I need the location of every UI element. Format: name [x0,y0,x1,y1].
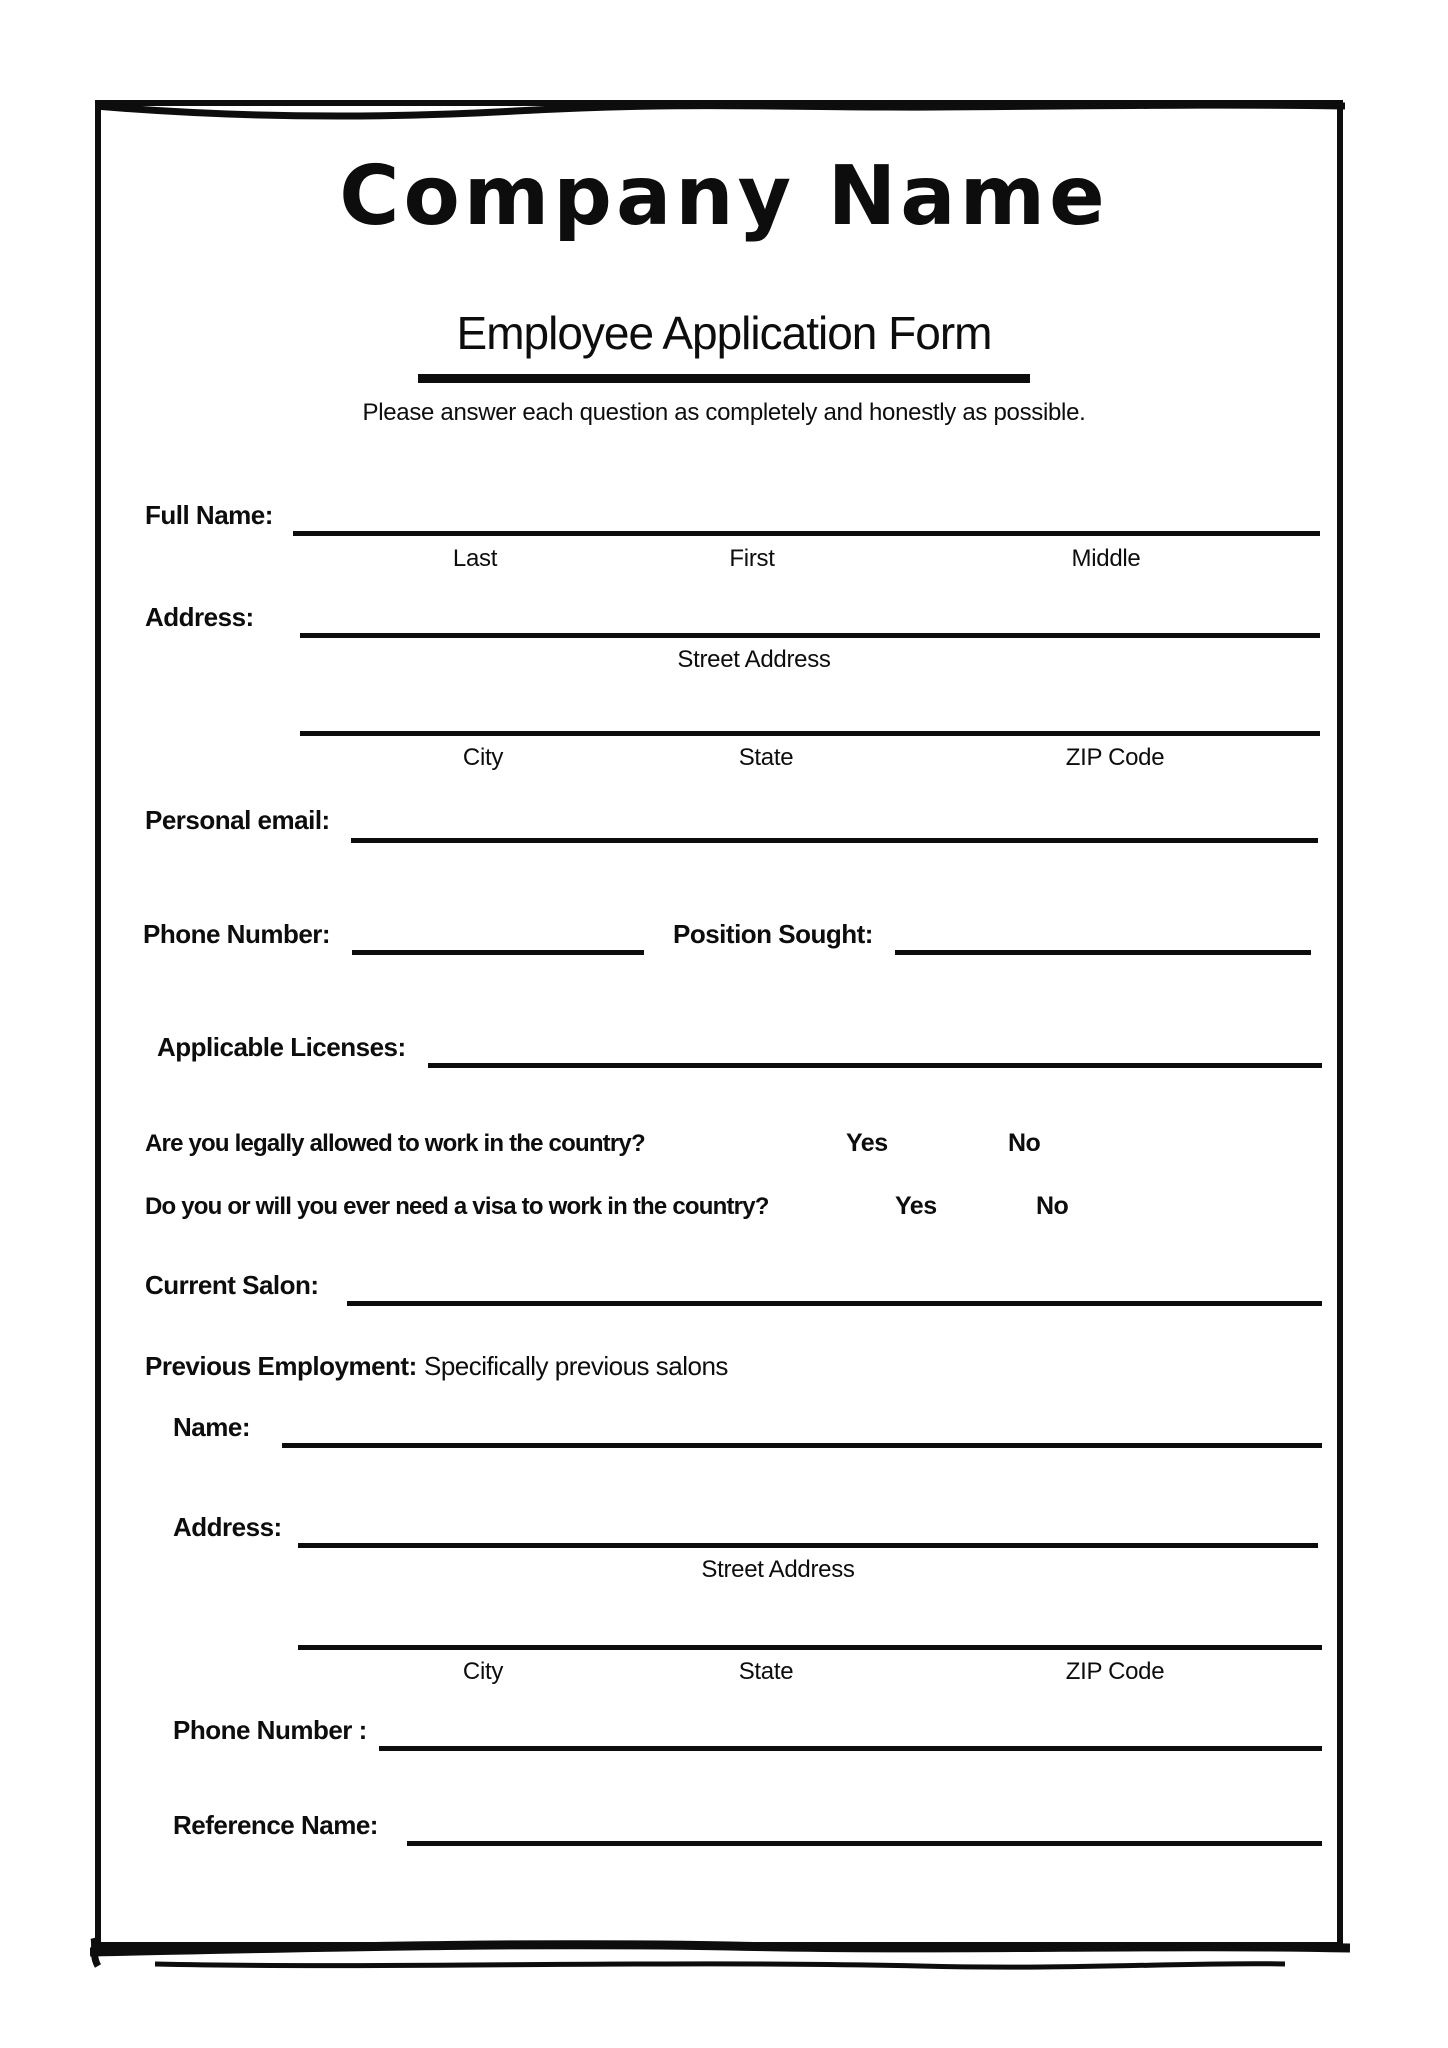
prev-employment-phone-input-line[interactable] [379,1746,1322,1751]
address-street-sublabel: Street Address [677,646,831,673]
prev-employment-phone-label: Phone Number : [173,1715,367,1745]
prev-employment-address-label: Address: [173,1512,282,1542]
previous-employment-label: Previous Employment: [145,1351,417,1381]
phone-number-label: Phone Number: [143,919,331,949]
previous-employment-note: Specifically previous salons [424,1351,728,1381]
current-salon-label: Current Salon: [145,1270,319,1300]
full-name-input-line[interactable] [293,531,1320,536]
prev-employment-name-input-line[interactable] [282,1443,1322,1448]
prev-employment-street-sublabel: Street Address [701,1556,855,1583]
reference-name-label: Reference Name: [173,1810,378,1840]
full-name-first-sublabel: First [729,545,775,572]
position-sought-label: Position Sought: [673,919,873,949]
question-legally-allowed-yes-option[interactable]: Yes [846,1129,888,1157]
full-name-last-sublabel: Last [452,545,498,572]
applicable-licenses-input-line[interactable] [428,1063,1322,1068]
form-title: Employee Application Form [456,307,992,359]
hand-drawn-stroke-bottom [90,1936,1350,1980]
address-zip-sublabel: ZIP Code [1065,744,1165,771]
address-city-sublabel: City [462,744,504,771]
form-instructions: Please answer each question as completely and honestly as possible. [362,399,1086,426]
full-name-label: Full Name: [145,500,273,530]
prev-employment-street-input-line[interactable] [298,1543,1318,1548]
prev-employment-name-label: Name: [173,1412,250,1442]
position-sought-input-line[interactable] [895,950,1311,955]
title-underline [418,374,1030,383]
question-need-visa: Do you or will you ever need a visa to work in the country? [145,1193,769,1220]
prev-employment-zip-sublabel: ZIP Code [1065,1658,1165,1685]
personal-email-input-line[interactable] [351,838,1318,843]
question-legally-allowed: Are you legally allowed to work in the country? [145,1130,645,1157]
question-need-visa-no-option[interactable]: No [1036,1192,1069,1220]
full-name-middle-sublabel: Middle [1071,545,1141,572]
prev-employment-city-sublabel: City [462,1658,504,1685]
personal-email-label: Personal email: [145,805,330,835]
current-salon-input-line[interactable] [347,1301,1322,1306]
question-need-visa-yes-option[interactable]: Yes [895,1192,937,1220]
prev-employment-state-sublabel: State [738,1658,794,1685]
address-street-input-line[interactable] [300,633,1320,638]
prev-employment-city-state-zip-input-line[interactable] [298,1645,1322,1650]
address-city-state-zip-input-line[interactable] [300,731,1320,736]
question-legally-allowed-no-option[interactable]: No [1008,1129,1041,1157]
reference-name-input-line[interactable] [407,1841,1322,1846]
company-name-title: Company Name [339,149,1109,244]
phone-number-input-line[interactable] [352,950,644,955]
applicable-licenses-label: Applicable Licenses: [157,1032,406,1062]
address-state-sublabel: State [738,744,794,771]
address-label: Address: [145,602,254,632]
hand-drawn-stroke-top [95,96,1345,128]
